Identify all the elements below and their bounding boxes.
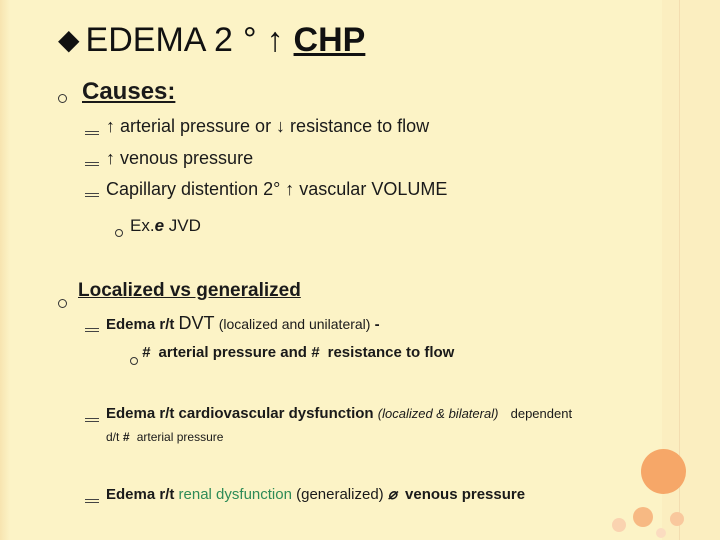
title-arrow: ↑ [266, 20, 284, 59]
diamond-bullet-icon: ◆ [58, 23, 80, 55]
decorative-circle-large [641, 449, 686, 494]
dvt-label: DVT [178, 313, 215, 333]
example-symbol: e [154, 216, 165, 235]
decorative-circle [612, 518, 626, 532]
cont-prefix: d/t [106, 430, 120, 444]
ring-bullet-icon [58, 296, 67, 314]
edema-dvt-subline [142, 344, 454, 361]
cont-text: arterial pressure [136, 430, 224, 444]
cause-item: ↑ arterial pressure or ↓ resistance to flow [106, 116, 430, 136]
renal-text: venous pressure [405, 486, 526, 503]
renal-label: renal dysfunction [178, 486, 292, 503]
ring-bullet-icon [115, 225, 123, 243]
decorative-circle [633, 507, 653, 527]
example-line [130, 216, 201, 236]
title-chp: CHP [293, 20, 366, 59]
dash-bullet-icon [85, 323, 99, 341]
cause-item: ↑ venous pressure [106, 148, 254, 168]
edema-prefix: Edema r/t [106, 316, 175, 333]
example-label: Ex. [130, 216, 155, 235]
left-border [0, 0, 10, 540]
dash-bullet-icon [85, 413, 99, 431]
cause-item: Capillary distention 2° ↑ vascular VOLUME [106, 179, 448, 199]
localized-heading: Localized vs generalized [78, 280, 301, 301]
cardio-prefix: Edema r/t cardiovascular dysfunction [106, 405, 374, 422]
symbol-glyph: # [142, 344, 151, 361]
dash-bullet-icon [85, 188, 99, 206]
symbol-glyph: # [122, 430, 130, 444]
cardio-dependent: dependent [510, 406, 573, 421]
decorative-circle [656, 528, 666, 538]
symbol-glyph: # [311, 344, 320, 361]
renal-paren: (generalized) [296, 486, 384, 503]
decorative-circle [670, 512, 684, 526]
dvt-paren: (localized and unilateral) [218, 316, 371, 332]
edema-renal-line [106, 485, 525, 503]
sub-text-1: arterial pressure and [158, 344, 307, 361]
dash-bullet-icon [85, 157, 99, 175]
edema-dvt-line [106, 313, 380, 334]
dvt-suffix: - [374, 316, 380, 333]
edema-cardio-line [106, 405, 572, 422]
edema-cardio-continuation [106, 430, 223, 444]
ring-bullet-icon [130, 353, 138, 371]
sub-text-2: resistance to flow [327, 344, 455, 361]
title-degree: ° [242, 20, 257, 59]
renal-prefix: Edema r/t [106, 486, 175, 503]
title-text: EDEMA 2 [85, 20, 233, 59]
dash-bullet-icon [85, 494, 99, 512]
slide-title [58, 16, 365, 64]
ring-bullet-icon [58, 91, 67, 109]
example-text: JVD [168, 216, 201, 235]
cardio-paren: (localized & bilateral) [377, 406, 499, 421]
symbol-glyph: ⌀ [387, 486, 397, 503]
dash-bullet-icon [85, 126, 99, 144]
causes-heading: Causes: [82, 78, 176, 105]
